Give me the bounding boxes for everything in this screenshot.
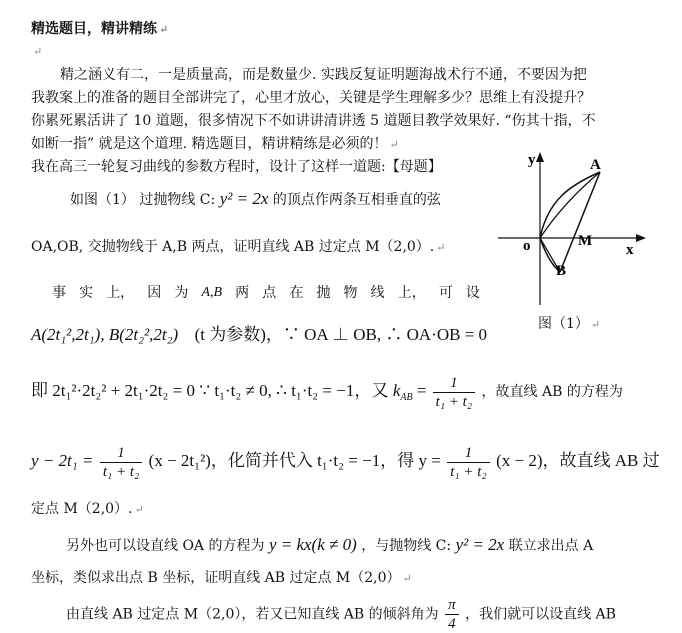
fraction-denominator: t₁ + t₂ <box>102 463 140 480</box>
eq-text-c: (x − 2)，故直线 AB 过 <box>496 451 660 470</box>
x-axis-arrow <box>636 234 646 242</box>
param-line <box>31 326 487 345</box>
return-mark: ↵ <box>33 45 43 58</box>
param-points: A(2t₁²,2t₁), B(2t₂²,2t₂) <box>31 325 179 344</box>
parabola-curve <box>540 172 600 272</box>
slope-fraction <box>433 374 475 411</box>
fixed-point-line <box>31 500 144 519</box>
eq-fraction-1 <box>100 444 142 481</box>
fixed-point-text: 定点 M（2,0）. <box>31 501 133 517</box>
fact-word: 物 <box>343 285 358 301</box>
last-text-a: 由直线 AB 过定点 M（2,0），若又已知直线 AB 的倾斜角为 <box>66 606 439 623</box>
problem-text-b: 的顶点作两条互相垂直的弦 <box>272 192 441 208</box>
param-note: (t 为参数)，∵ OA ⊥ OB, ∴ OA·OB = 0 <box>194 325 488 344</box>
label-origin: o <box>523 238 531 254</box>
equation-line <box>31 443 660 481</box>
label-y: y <box>528 152 536 168</box>
return-mark: ↵ <box>402 572 412 585</box>
alt-text-b: ，与抛物线 C: <box>361 538 452 554</box>
last-text-b: ，我们就可以设直线 AB <box>465 606 616 623</box>
fact-word: 点 <box>262 285 277 301</box>
intro-line: 我在高三一轮复习曲线的参数方程时，设计了这样一道题:【母题】 <box>31 159 442 175</box>
fact-word: 上， <box>397 285 426 301</box>
para1-line-1: 精之涵义有二，一是质量高，而是数量少. 实践反复证明题海战术行不通，不要因为把 <box>60 67 587 83</box>
ji-line: 即 2t₁²·2t₂² + 2t₁·2t₂ = 0 ∵ t₁·t₂ ≠ 0, ∴ t₁·t₂ = −1，又 $k_{AB}$ = $\frac{1}{\text{t₁ + t₂}}$ ，故直线 AB 的方程为 <box>31 374 623 410</box>
fact-word: 可 <box>438 285 453 301</box>
label-a: A <box>590 157 601 173</box>
fact-word: 事 <box>52 285 66 301</box>
return-mark: ↵ <box>590 318 601 331</box>
para1-line-4-text: 如断一指” 就是这个道理. 精选题目，精讲精练是必须的！ <box>31 136 388 152</box>
return-mark: ↵ <box>134 503 144 516</box>
fact-word: A,B <box>201 285 223 300</box>
alt-text-a: 另外也可以设直线 OA 的方程为 <box>66 538 265 554</box>
alt-text-c: 联立求出点 A <box>508 538 594 554</box>
chord-oa <box>540 172 600 238</box>
fraction-denominator: t₁ + t₂ <box>450 463 487 480</box>
fact-word: 实 <box>79 285 94 301</box>
parabola-figure <box>490 150 650 340</box>
problem-text-2: OA,OB, 交抛物线于 A,B 两点，证明直线 AB 过定点 M（2,0）. <box>31 239 435 255</box>
fact-word: 因 <box>147 285 162 301</box>
fraction-numerator: 1 <box>447 444 489 463</box>
angle-fraction <box>445 596 459 633</box>
eq-text-b: (x − 2t₁²)，化简并代入 t₁·t₂ = −1，得 y = <box>148 451 441 470</box>
heading-text: 精选题目，精讲精练 <box>31 21 157 37</box>
fact-word: 在 <box>289 285 304 301</box>
alt-line-1 <box>66 536 593 555</box>
problem-line-2 <box>31 238 445 257</box>
fact-word: 上， <box>106 285 135 301</box>
return-mark: ↵ <box>436 241 446 254</box>
slope-subscript: AB <box>400 391 413 403</box>
fraction-denominator: 4 <box>448 616 456 632</box>
problem-text-a: 如图（1） 过抛物线 C: <box>70 192 216 208</box>
figure-caption <box>538 313 600 333</box>
alt-parabola-equation: y² = 2x <box>455 535 505 554</box>
fraction-numerator: π <box>445 596 459 615</box>
problem-line-1 <box>70 190 441 209</box>
return-mark: ↵ <box>389 138 399 151</box>
eq-text-a: y − 2t₁ = <box>31 451 94 470</box>
fraction-numerator: 1 <box>433 374 475 393</box>
para1-line-2: 我教案上的准备的题目全部讲完了，心里才放心，关键是学生理解多少？思维上有没提升？ <box>31 90 591 106</box>
alt-line-2 <box>31 569 412 588</box>
para1-line-3: 你累死累活讲了 10 道题，很多情况下不如讲讲清讲透 5 道题目教学效果好. “伤其十指，不 <box>31 113 596 129</box>
y-axis-arrow <box>536 152 544 162</box>
alt-line-equation: y = kx(k ≠ 0) <box>268 535 357 554</box>
blank-line <box>31 42 42 61</box>
fact-word: 两 <box>235 285 250 301</box>
label-m: M <box>578 233 593 249</box>
fraction-denominator: t₁ + t₂ <box>435 393 473 410</box>
slope-symbol: k <box>392 381 401 400</box>
fact-line <box>52 284 480 302</box>
eq-fraction-2 <box>447 444 489 481</box>
fraction-numerator: 1 <box>100 444 142 463</box>
label-b: B <box>556 263 567 279</box>
fact-word: 线 <box>370 285 385 301</box>
heading <box>31 20 168 39</box>
para1-line-4 <box>31 135 399 154</box>
parabola-equation: y² = 2x <box>219 189 269 208</box>
label-x: x <box>626 242 634 258</box>
figure-caption-text: 图（1） <box>538 316 589 332</box>
fact-word: 为 <box>174 285 189 301</box>
ji-text-b: ，故直线 AB 的方程为 <box>481 384 623 400</box>
alt-text-2: 坐标，类似求出点 B 坐标，证明直线 AB 过定点 M（2,0） <box>31 570 401 586</box>
ji-text-a: 即 2t₁²·2t₂² + 2t₁·2t₂ = 0 ∵ t₁·t₂ ≠ 0, ∴ t₁·t₂ = −1，又 <box>31 381 389 400</box>
fact-word: 设 <box>465 285 480 301</box>
last-line <box>66 596 616 633</box>
return-mark: ↵ <box>159 23 169 36</box>
fact-word: 抛 <box>316 285 331 301</box>
line-ab <box>560 172 600 272</box>
